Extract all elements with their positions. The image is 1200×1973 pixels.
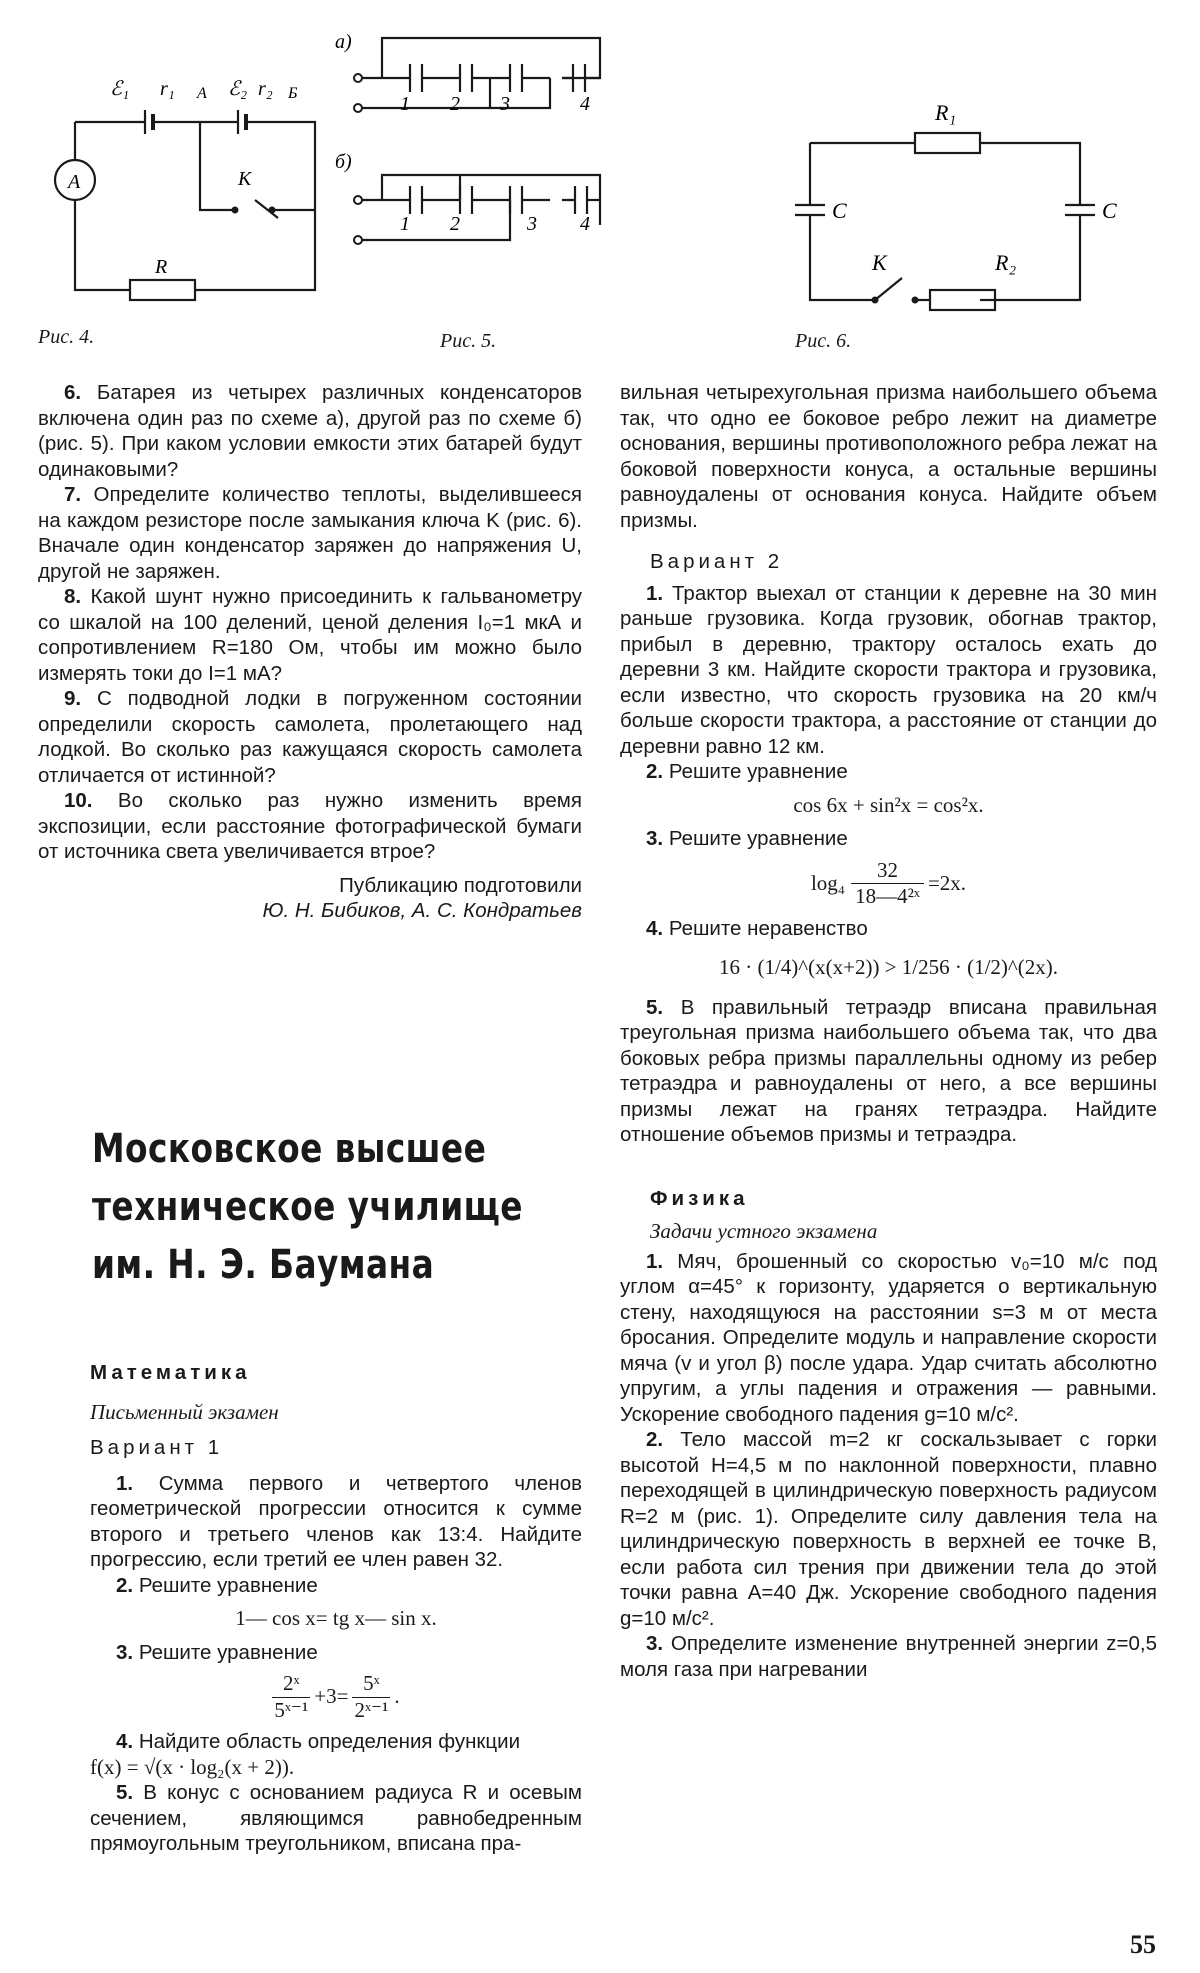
signature: Публикацию подготовили: [339, 873, 582, 897]
node-b-label: Б: [288, 85, 298, 102]
v1-problem-1: 1. Сумма первого и четвертого членов геометрической прогрессии относится к сумме второго и третьего членов как 13:4. Найдите прогрессию, если третий ее член равен 32.: [90, 1471, 582, 1571]
cap-4-label-a: 4: [580, 93, 590, 115]
eq3-log-denominator: 18—4²ˣ: [851, 883, 924, 910]
v1-problem-4: 4. Найдите область определения функции: [116, 1730, 521, 1753]
figure-4-circuit: [20, 70, 380, 320]
figure-5-capacitor-schemes: [330, 30, 630, 265]
ph-problem-2: 2. Тело массой m=2 кг соскальзывает с горки высотой H=4,5 м по наклонной поверхности, плавно переходящей в цилиндрическую поверхность радиусом R=2 м (рис. 1). Определите силу давления тела на цилиндрическую поверхность в верхней ее точке B, если работа сил трения при движении тела до этой точки равна A=40 Дж. Ускорение свободного падения g=10 м/с².: [620, 1428, 1157, 1630]
eq3-left-denominator: 5ˣ⁻¹: [274, 1697, 309, 1722]
node-a-label: А: [197, 85, 207, 102]
heading-line-2: техническое училище: [92, 1184, 523, 1230]
figure-5-caption: Рис. 5.: [440, 330, 497, 352]
ph-problem-3: 3. Определите изменение внутренней энергии z=0,5 моля газа при нагревании: [620, 1632, 1158, 1681]
exam-type: Письменный экзамен: [90, 1399, 279, 1424]
cap-1-label-a: 1: [400, 93, 410, 115]
variant-1-title: Вариант 1: [90, 1436, 224, 1459]
problem-10: 10. Во сколько раз нужно изменить время экспозиции, если расстояние фотографической бумаги от источника света увеличивается втрое?: [38, 789, 582, 863]
eq3-end: .: [394, 1684, 400, 1709]
r1-label: r₁: [160, 78, 175, 100]
cap-2-label-a: 2: [450, 93, 460, 115]
emf1-label: ℰ₁: [110, 78, 130, 100]
eq3-log-end: =2x.: [927, 870, 967, 895]
v1-equation-2: 1— cos x= tg x— sin x.: [235, 1606, 437, 1630]
v2-equation-2: cos 6x + sin²x = cos²x.: [793, 792, 984, 817]
cap-3-label-a: 3: [500, 93, 510, 115]
v2-problem-4: 4. Решите неравенство: [646, 916, 868, 940]
v1-equation-3: [90, 1671, 582, 1723]
eq3-log-numerator: 32: [877, 857, 899, 882]
problem-7: 7. Определите количество теплоты, выделившееся на каждом резисторе после замыкания ключа K (рис. 6). Вначале один конденсатор заряжен до напряжения U, другой не заряжен.: [38, 483, 582, 583]
cap-2-label-b: 2: [450, 213, 460, 235]
ph-problem-1: 1. Мяч, брошенный со скоростью v₀=10 м/с под углом α=45° к горизонту, ударяется о вертикальную стену, находящуюся на расстоянии s=3 м от места бросания. Определите модуль и направление скорости мяча (v и угол β) после удара. Удар считать абсолютно упругим, а углы падения и отражения — равными. Ускорение свободного падения g=10 м/с².: [620, 1249, 1157, 1426]
page-number: 55: [1130, 1930, 1156, 1959]
eq3-middle: +3=: [314, 1684, 349, 1709]
variant-2-title: Вариант 2: [650, 550, 784, 573]
key-k-label: К: [238, 168, 252, 190]
signature-names: Ю. Н. Бибиков, А. С. Кондратьев: [262, 899, 582, 922]
eq3-right-numerator: 5ˣ: [363, 1671, 380, 1695]
capacitor-left-label: C: [832, 198, 847, 223]
resistor-r1-label: R₁: [935, 100, 957, 125]
figure-6-caption: Рис. 6.: [795, 330, 852, 352]
v1-problem-5: 5. В конус с основанием радиуса R и осевым сечением, являющимся равнобедренным прямоугольным треугольником, вписана пра-: [90, 1781, 582, 1855]
v2-problem-3: 3. Решите уравнение: [646, 827, 848, 850]
left-column-top: [38, 380, 582, 924]
problem-8: 8. Какой шунт нужно присоединить к гальванометру со шкалой на 100 делений, ценой деления I₀=1 мкА и сопротивлением R=180 Ом, чтобы им можно было измерять токи до I=1 мА?: [38, 585, 582, 685]
v2-problem-2: 2. Решите уравнение: [646, 760, 848, 783]
v2-problem-5: 5. В правильный тетраэдр вписана правильная треугольная призма наибольшего объема так, что два боковых ребра призмы параллельны одному из ребер тетраэдра и равноудалены от него, а все вершины призмы лежат на гранях тетраэдра. Найдите отношение объемов призмы и тетраэдра.: [620, 995, 1157, 1146]
emf2-label: ℰ₂: [228, 78, 248, 100]
section-physics: Физика: [650, 1186, 749, 1210]
eq3-right-denominator: 2ˣ⁻¹: [354, 1697, 389, 1722]
scheme-b-label: б): [335, 151, 352, 173]
v1-problem-2: 2. Решите уравнение: [116, 1573, 318, 1597]
heading-line-1: Московское высшее: [92, 1126, 487, 1172]
figure-4-caption: Рис. 4.: [38, 326, 95, 348]
cap-3-label-b: 3: [527, 213, 537, 235]
eq3-log: log₄: [810, 870, 846, 895]
left-column-bottom: [90, 1360, 582, 1857]
key-k-label-fig6: К: [872, 250, 887, 275]
v2-inequality-4: 16 · (1/4)^(x(x+2)) > 1/256 · (1/2)^(2x).: [718, 955, 1059, 979]
resistor-r-label: R: [155, 256, 168, 278]
scheme-a-label: а): [335, 31, 352, 53]
cap-4-label-b: 4: [580, 213, 590, 235]
right-column: [620, 380, 1157, 1682]
v1-equation-4: f(x) = √(x · log₂(x + 2)).: [90, 1754, 295, 1779]
resistor-r2-label: R₂: [995, 250, 1017, 275]
capacitor-right-label: C: [1102, 198, 1117, 223]
heading-line-3: им. Н. Э. Баумана: [92, 1242, 435, 1288]
v1-problem-5-continued: вильная четырехугольная призма наибольшего объема так, что одно ее боковое ребро лежит на диаметре основания, вершины противоположного ребра лежат на боковой поверхности конуса, а остальные вершины равноудалены от основания конуса. Найдите объем призмы.: [620, 381, 1157, 532]
institution-heading: [92, 1120, 523, 1294]
v2-problem-1: 1. Трактор выехал от станции к деревне на 30 мин раньше грузовика. Когда грузовик, обогнав трактор, прибыл в деревню, трактору осталось ехать до деревни 3 км. Найдите скорости трактора и грузовика, если известно, что скорость грузовика на 20 км/ч больше скорости трактора, а расстояние от станции до деревни равно 12 км.: [620, 581, 1158, 758]
ammeter-label: A: [68, 171, 81, 193]
eq3-left-numerator: 2ˣ: [283, 1671, 300, 1695]
problem-9: 9. С подводной лодки в погруженном состоянии определили скорость самолета, пролетающего над лодкой. Во сколько раз кажущаяся скорость самолета отличается от истинной?: [38, 687, 582, 787]
section-math: Математика: [90, 1361, 251, 1384]
figure-6-circuit: [780, 80, 1160, 320]
v1-problem-3: 3. Решите уравнение: [116, 1640, 318, 1664]
v2-equation-3: [620, 858, 1157, 910]
r2-label: r₂: [258, 78, 273, 100]
problem-6: 6. Батарея из четырех различных конденсаторов включена один раз по схеме а), другой раз по схеме б) (рис. 5). При каком условии емкости этих батарей будут одинаковыми?: [38, 381, 583, 481]
oral-exam-title: Задачи устного экзамена: [650, 1219, 878, 1243]
cap-1-label-b: 1: [400, 213, 410, 235]
